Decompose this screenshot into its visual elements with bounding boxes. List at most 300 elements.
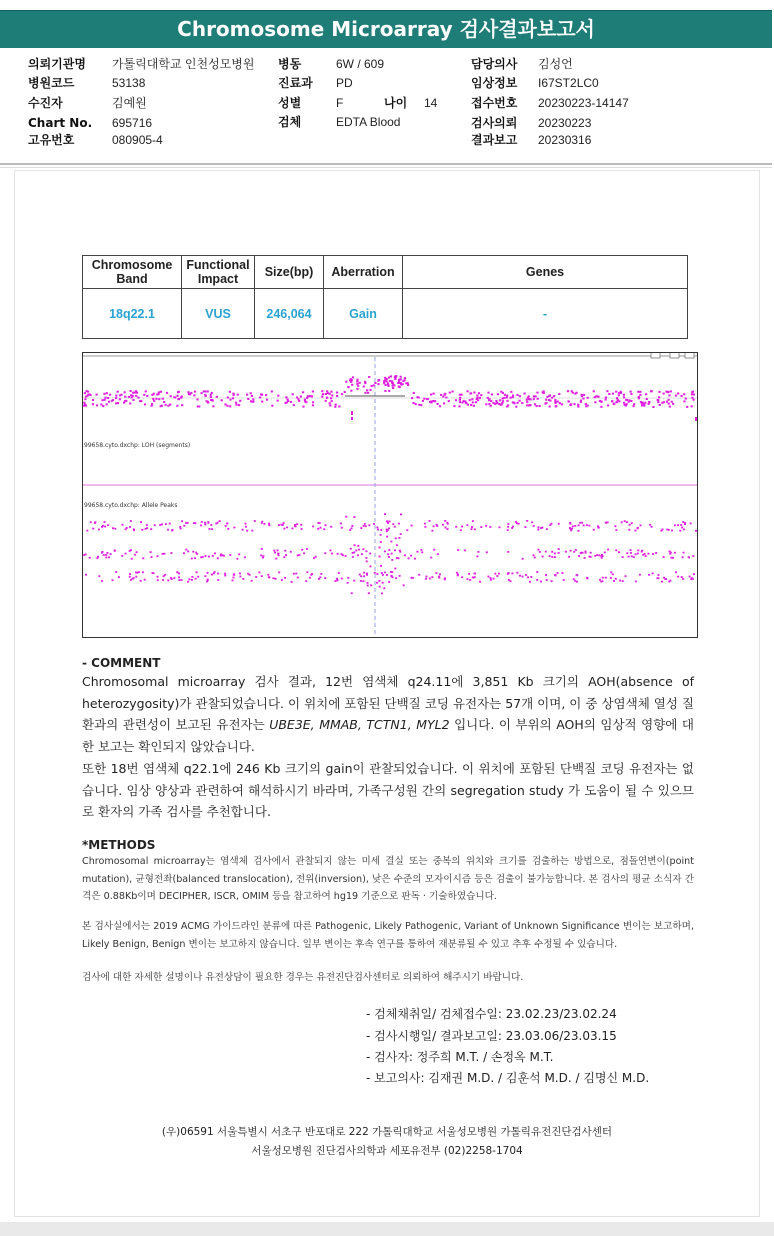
plot-point	[490, 400, 492, 402]
plot-point	[386, 521, 388, 523]
plot-point	[229, 391, 231, 393]
plot-point	[604, 552, 606, 554]
plot-point	[232, 580, 234, 582]
plot-point	[682, 556, 684, 558]
plot-point	[515, 406, 517, 408]
plot-point	[526, 404, 528, 406]
plot-point	[633, 405, 635, 407]
plot-point	[389, 521, 391, 523]
plot-point	[683, 552, 685, 554]
plot-point	[695, 417, 697, 421]
plot-point	[618, 392, 620, 394]
plot-point	[362, 548, 364, 550]
plot-point	[291, 581, 293, 583]
header-value-ward: 6W / 609	[336, 57, 385, 71]
plot-point	[511, 573, 513, 575]
plot-point	[630, 391, 632, 393]
plot-point	[121, 555, 123, 557]
plot-point	[526, 520, 528, 522]
plot-point	[351, 525, 353, 527]
plot-point	[662, 529, 664, 531]
th-aberration: Aberration	[324, 256, 403, 289]
plot-point	[350, 390, 352, 392]
plot-point	[155, 398, 157, 400]
plot-point	[384, 390, 386, 392]
plot-point	[128, 396, 130, 398]
header-value-request-date: 20230223	[538, 116, 592, 130]
plot-point	[360, 580, 362, 582]
plot-point	[386, 530, 388, 532]
plot-point	[570, 403, 572, 405]
plot-point	[232, 397, 234, 399]
header-value-patient: 김예원	[112, 96, 147, 110]
plot-point	[384, 513, 386, 515]
plot-point	[187, 581, 189, 583]
plot-point	[176, 395, 178, 397]
plot-point	[324, 552, 326, 554]
plot-point	[325, 524, 327, 526]
plot-point	[283, 528, 285, 530]
header-value-specimen: EDTA Blood	[336, 115, 401, 129]
plot-point	[380, 565, 382, 567]
plot-point	[652, 553, 654, 555]
plot-point	[387, 553, 389, 555]
plot-point	[156, 394, 158, 396]
plot-point	[594, 396, 596, 398]
plot-point	[142, 557, 144, 559]
plot-point	[356, 383, 358, 385]
plot-point	[384, 551, 386, 553]
plot-point	[542, 391, 544, 393]
plot-point	[170, 395, 172, 397]
plot-point	[135, 392, 137, 394]
plot-point	[494, 403, 496, 405]
plot-point	[300, 524, 302, 526]
plot-maximize-icon[interactable]	[670, 353, 679, 358]
plot-point	[183, 525, 185, 527]
result-table-header-row	[83, 256, 688, 289]
plot-point	[337, 579, 339, 581]
plot-minimize-icon[interactable]	[651, 353, 660, 358]
plot-point	[145, 390, 147, 392]
comment-paragraph-2: 또한 18번 염색체 q22.1에 246 Kb 크기의 gain이 관찰되었습니다. 이 위치에 포함된 단백질 코딩 유전자는 없습니다. 임상 양상과 관련하여 해석하시기 바라며, 가족구성원 간의 segregation study 가 도움이 될 수 있으므로 환자의 가족 검사를 추천합니다.	[82, 761, 694, 819]
plot-point	[103, 393, 105, 395]
plot-point	[185, 549, 187, 551]
plot-point	[594, 555, 596, 557]
plot-point	[353, 516, 355, 518]
plot-point	[141, 529, 143, 531]
plot-point	[526, 399, 528, 401]
plot-point	[196, 399, 198, 401]
plot-point	[330, 391, 332, 393]
header-label-age: 나이	[384, 96, 408, 110]
plot-point	[429, 578, 431, 580]
plot-point	[561, 403, 563, 405]
plot-point	[181, 404, 183, 406]
plot-point	[502, 400, 504, 402]
plot-point	[350, 381, 352, 383]
plot-point	[524, 526, 526, 528]
plot-point	[626, 521, 628, 523]
header-value-requesting-institution: 가톨릭대학교 인천성모병원	[112, 57, 255, 71]
comment-paragraph-1	[82, 671, 694, 757]
plot-point	[637, 550, 639, 552]
plot-point	[525, 574, 527, 576]
plot-point	[669, 406, 671, 408]
plot-point	[537, 529, 539, 531]
plot-point	[467, 578, 469, 580]
plot-point	[665, 391, 667, 393]
plot-point	[534, 403, 536, 405]
plot-point	[330, 397, 332, 399]
plot-point	[94, 522, 96, 524]
plot-point	[349, 529, 351, 531]
plot-point	[641, 551, 643, 553]
plot-point	[655, 552, 657, 554]
plot-point	[691, 577, 693, 579]
plot-point	[624, 404, 626, 406]
plot-point	[368, 524, 370, 526]
plot-point	[565, 551, 567, 553]
plot-point	[528, 405, 530, 407]
plot-point	[135, 395, 137, 397]
plot-point	[645, 393, 647, 395]
plot-point	[321, 390, 323, 392]
plot-point	[384, 379, 386, 381]
plot-point	[583, 525, 585, 527]
plot-point	[495, 400, 497, 402]
plot-point	[506, 406, 508, 408]
plot-point	[391, 575, 393, 577]
plot-point	[176, 572, 178, 574]
plot-point	[431, 576, 433, 578]
plot-point	[443, 402, 445, 404]
plot-point	[219, 520, 221, 522]
plot-point	[400, 378, 402, 380]
plot-point	[330, 550, 332, 552]
header-divider-light	[0, 167, 772, 168]
plot-point	[374, 572, 376, 574]
plot-point	[473, 392, 475, 394]
plot-point	[430, 557, 432, 559]
header-value-age: 14	[424, 96, 438, 110]
plot-point	[335, 404, 337, 406]
plot-point	[393, 384, 395, 386]
plot-point	[497, 393, 499, 395]
plot-point	[488, 403, 490, 405]
plot-point	[106, 392, 108, 394]
plot-point	[188, 393, 190, 395]
plot-point	[385, 384, 387, 386]
plot-point	[340, 523, 342, 525]
plot-point	[388, 581, 390, 583]
plot-point	[204, 394, 206, 396]
plot-point	[217, 573, 219, 575]
plot-point	[600, 555, 602, 557]
plot-point	[633, 556, 635, 558]
plot-point	[404, 554, 406, 556]
plot-point	[212, 555, 214, 557]
plot-point	[194, 391, 196, 393]
plot-point	[336, 395, 338, 397]
plot-point	[226, 523, 228, 525]
plot-point	[312, 401, 314, 403]
plot-point	[677, 576, 679, 578]
plot-point	[605, 397, 607, 399]
plot-point	[191, 579, 193, 581]
plot-point	[439, 405, 441, 407]
plot-point	[84, 392, 86, 394]
plot-point	[471, 526, 473, 528]
plot-point	[214, 571, 216, 573]
plot-point	[605, 522, 607, 524]
plot-point	[439, 573, 441, 575]
plot-point	[157, 576, 159, 578]
plot-point	[380, 541, 382, 543]
plot-point	[178, 398, 180, 400]
plot-point	[668, 399, 670, 401]
plot-point	[274, 552, 276, 554]
plot-point	[661, 581, 663, 583]
plot-point	[533, 554, 535, 556]
plot-point	[100, 404, 102, 406]
plot-point	[457, 575, 459, 577]
plot-point	[533, 525, 535, 527]
plot-point	[421, 551, 423, 553]
plot-point	[631, 522, 633, 524]
plot-point	[162, 579, 164, 581]
plot-point	[407, 382, 409, 384]
plot-point	[90, 521, 92, 523]
plot-point	[557, 572, 559, 574]
plot-close-icon[interactable]	[685, 353, 694, 358]
plot-point	[380, 529, 382, 531]
plot-point	[394, 549, 396, 551]
plot-point	[370, 566, 372, 568]
plot-point	[507, 526, 509, 528]
plot-point	[360, 575, 362, 577]
plot-point	[377, 380, 379, 382]
th-genes: Genes	[403, 256, 688, 289]
plot-point	[146, 527, 148, 529]
plot-point	[573, 551, 575, 553]
plot-point	[416, 551, 418, 553]
plot-point	[423, 398, 425, 400]
plot-point	[157, 579, 159, 581]
plot-point	[674, 524, 676, 526]
plot-point	[663, 577, 665, 579]
plot-point	[101, 399, 103, 401]
plot-point	[297, 577, 299, 579]
plot-point	[558, 393, 560, 395]
plot-point	[89, 394, 91, 396]
plot-point	[379, 586, 381, 588]
plot-point	[418, 574, 420, 576]
plot-point	[424, 523, 426, 525]
plot-point	[227, 397, 229, 399]
th-functional-impact: Functional Impact	[182, 256, 255, 289]
plot-point	[437, 553, 439, 555]
plot-point	[394, 568, 396, 570]
plot-point	[597, 396, 599, 398]
header-label-accession-no: 접수번호	[471, 96, 518, 110]
plot-point	[570, 530, 572, 532]
plot-point	[295, 573, 297, 575]
plot-point	[193, 394, 195, 396]
plot-point	[364, 523, 366, 525]
plot-point	[578, 524, 580, 526]
plot-point	[420, 404, 422, 406]
plot-point	[418, 397, 420, 399]
plot-point	[426, 576, 428, 578]
plot-point	[504, 394, 506, 396]
plot-point	[554, 399, 556, 401]
plot-point	[387, 382, 389, 384]
plot-point	[391, 553, 393, 555]
plot-point	[312, 391, 314, 393]
plot-point	[146, 395, 148, 397]
plot-point	[615, 391, 617, 393]
plot-point	[233, 527, 235, 529]
plot-point	[683, 400, 685, 402]
plot-point	[642, 554, 644, 556]
plot-point	[197, 406, 199, 408]
plot-point	[517, 402, 519, 404]
plot-point	[571, 390, 573, 392]
plot-point	[322, 393, 324, 395]
plot-point	[210, 524, 212, 526]
plot-point	[679, 530, 681, 532]
plot-point	[312, 526, 314, 528]
plot-point	[681, 527, 683, 529]
plot-point	[170, 552, 172, 554]
plot-point	[568, 556, 570, 558]
plot-point	[648, 401, 650, 403]
plot-point	[309, 577, 311, 579]
plot-point	[321, 396, 323, 398]
cell-chromosome-band: 18q22.1	[83, 289, 182, 339]
plot-point	[472, 520, 474, 522]
plot-point	[657, 577, 659, 579]
plot-point	[268, 523, 270, 525]
plot-point	[561, 572, 563, 574]
plot-point	[384, 377, 386, 379]
plot-point	[92, 528, 94, 530]
plot-point	[598, 555, 600, 557]
plot-point	[207, 391, 209, 393]
plot-point	[302, 406, 304, 408]
plot-point	[623, 394, 625, 396]
plot-point	[545, 574, 547, 576]
plot-point	[382, 582, 384, 584]
plot-point	[86, 530, 88, 532]
plot-label-loh: 99658.cyto.dxchp: LOH (segments)	[84, 442, 191, 449]
report-title: Chromosome Microarray 검사결과보고서	[0, 10, 772, 48]
plot-point	[444, 393, 446, 395]
plot-point	[183, 552, 185, 554]
header-value-unique-id: 080905-4	[112, 133, 163, 147]
plot-point	[551, 580, 553, 582]
header-value-sex: F	[336, 96, 344, 110]
plot-point	[444, 520, 446, 522]
header-value-accession-no: 20230223-14147	[538, 96, 629, 110]
plot-point	[220, 555, 222, 557]
plot-point	[266, 399, 268, 401]
plot-point	[585, 403, 587, 405]
plot-point	[119, 398, 121, 400]
plot-point	[275, 578, 277, 580]
plot-point	[359, 382, 361, 384]
plot-point	[537, 398, 539, 400]
plot-point	[668, 403, 670, 405]
plot-point	[469, 393, 471, 395]
plot-point	[464, 401, 466, 403]
plot-point	[558, 548, 560, 550]
plot-point	[510, 391, 512, 393]
plot-point	[575, 549, 577, 551]
plot-point	[581, 522, 583, 524]
plot-point	[438, 577, 440, 579]
plot-point	[200, 556, 202, 558]
plot-point	[456, 572, 458, 574]
plot-point	[645, 555, 647, 557]
plot-point	[108, 556, 110, 558]
plot-point	[157, 555, 159, 557]
plot-point	[684, 523, 686, 525]
plot-point	[129, 573, 131, 575]
plot-point	[652, 406, 654, 408]
plot-point	[663, 393, 665, 395]
plot-point	[351, 417, 353, 420]
plot-point	[445, 397, 447, 399]
plot-point	[310, 574, 312, 576]
plot-point	[400, 376, 402, 378]
header-value-report-date: 20230316	[538, 133, 592, 147]
plot-point	[612, 393, 614, 395]
plot-point	[400, 533, 402, 535]
plot-point	[167, 580, 169, 582]
plot-point	[490, 577, 492, 579]
plot-point	[574, 525, 576, 527]
plot-point	[498, 573, 500, 575]
plot-point	[386, 536, 388, 538]
plot-point	[651, 526, 653, 528]
plot-point	[163, 401, 165, 403]
plot-point	[130, 520, 132, 522]
plot-point	[622, 556, 624, 558]
plot-point	[217, 579, 219, 581]
plot-point	[491, 394, 493, 396]
plot-point	[129, 576, 131, 578]
plot-point	[364, 392, 366, 394]
header-label-chart-no: Chart No.	[28, 116, 93, 130]
cell-size: 246,064	[255, 289, 324, 339]
plot-point	[533, 398, 535, 400]
plot-point	[431, 530, 433, 532]
plot-point	[435, 572, 437, 574]
plot-point	[615, 529, 617, 531]
plot-point	[225, 525, 227, 527]
plot-point	[554, 553, 556, 555]
plot-point	[682, 521, 684, 523]
footer-address: (우)06591 서울특별시 서초구 반포대로 222 가톨릭대학교 서울성모병원 가톨릭유전진단검사센터	[161, 1126, 613, 1138]
plot-point	[305, 401, 307, 403]
plot-point	[96, 394, 98, 396]
plot-point	[681, 395, 683, 397]
plot-point	[395, 577, 397, 579]
plot-point	[624, 520, 626, 522]
plot-point	[265, 394, 267, 396]
